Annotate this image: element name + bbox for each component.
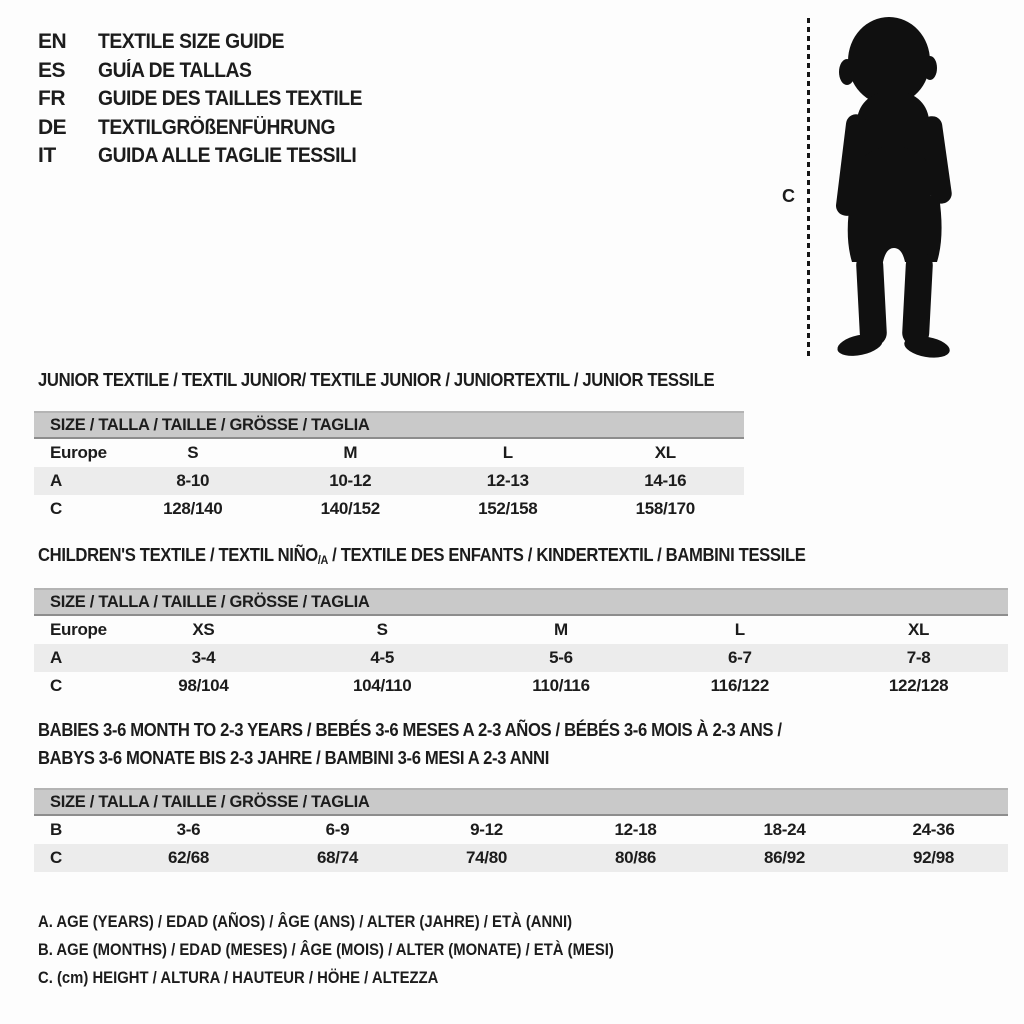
row-label: C (50, 499, 62, 518)
language-row-es (38, 57, 385, 86)
age-cell: 18-24 (763, 820, 806, 839)
size-cell: M (554, 620, 568, 639)
row-label: B (50, 820, 62, 839)
junior-section-heading-text: JUNIOR TEXTILE / TEXTIL JUNIOR/ TEXTILE JUNIOR / JUNIORTEXTIL / JUNIOR TESSILE (38, 369, 715, 390)
toddler-silhouette-icon (826, 14, 966, 360)
language-code: EN (38, 30, 67, 54)
height-cell: 86/92 (763, 848, 806, 867)
children-section-heading (38, 541, 891, 574)
language-code: ES (38, 58, 66, 82)
table-row-age (34, 644, 1008, 672)
legend-line-a (38, 908, 678, 936)
size-cell: XS (192, 620, 215, 639)
language-code: IT (38, 144, 56, 168)
height-cell: 68/74 (316, 848, 359, 867)
size-header-label: SIZE / TALLA / TAILLE / GRÖSSE / TAGLIA (50, 592, 370, 611)
language-code: DE (38, 115, 67, 139)
height-cell: 110/116 (532, 676, 590, 695)
table-row-height (34, 844, 1008, 872)
children-heading-subscript: /A (317, 553, 328, 567)
guide-title-es: GUÍA DE TALLAS (98, 58, 252, 82)
age-cell: 4-5 (370, 648, 395, 667)
table-row-age (34, 467, 744, 495)
size-cell: S (376, 620, 388, 639)
babies-section-heading (38, 716, 864, 772)
size-cell: L (734, 620, 745, 639)
guide-title-en: TEXTILE SIZE GUIDE (98, 30, 285, 54)
table-row-age-months (34, 816, 1008, 844)
row-label: A (50, 648, 62, 667)
language-row-de (38, 114, 385, 143)
row-label: Europe (50, 620, 107, 639)
size-header-label: SIZE / TALLA / TAILLE / GRÖSSE / TAGLIA (50, 792, 370, 811)
size-header-label: SIZE / TALLA / TAILLE / GRÖSSE / TAGLIA (50, 415, 370, 434)
legend-line-c-text: C. (cm) HEIGHT / ALTURA / HAUTEUR / HÖHE / ALTEZZA (38, 969, 439, 988)
junior-size-table (34, 411, 744, 523)
babies-heading-line1: BABIES 3-6 MONTH TO 2-3 YEARS / BEBÉS 3-6 MESES A 2-3 AÑOS / BÉBÉS 3-6 MOIS À 2-3 ANS / (38, 719, 782, 740)
size-header-band (34, 788, 1008, 816)
legend-line-c (38, 965, 678, 993)
guide-title-de: TEXTILGRÖßENFÜHRUNG (98, 115, 336, 139)
age-cell: 3-4 (191, 648, 216, 667)
language-title-block (38, 28, 385, 171)
legend-line-a-text: A. AGE (YEARS) / EDAD (AÑOS) / ÂGE (ANS) / ALTER (JAHRE) / ETÀ (ANNI) (38, 912, 573, 931)
age-cell: 9-12 (470, 820, 503, 839)
table-row-europe (34, 439, 744, 467)
height-dotted-line (807, 18, 810, 358)
guide-title-it: GUIDA ALLE TAGLIE TESSILI (98, 144, 357, 168)
language-row-fr (38, 85, 385, 114)
height-cell: 152/158 (478, 499, 538, 518)
row-label: C (50, 676, 62, 695)
age-cell: 3-6 (176, 820, 201, 839)
height-cell: 122/128 (888, 676, 949, 695)
table-row-height (34, 672, 1008, 700)
children-section-heading-text (38, 541, 806, 574)
size-header-band (34, 411, 744, 439)
measure-legend (38, 908, 678, 993)
height-measure-label: C (782, 186, 795, 206)
age-cell: 24-36 (912, 820, 955, 839)
height-cell: 98/104 (178, 676, 229, 695)
size-cell: XL (908, 620, 930, 639)
babies-heading-line2: BABYS 3-6 MONATE BIS 2-3 JAHRE / BAMBINI 3-6 MESI A 2-3 ANNI (38, 747, 549, 768)
language-row-en (38, 28, 385, 57)
babies-size-table (34, 788, 1008, 872)
age-cell: 7-8 (906, 648, 931, 667)
children-heading-pre: CHILDREN'S TEXTILE / TEXTIL NIÑO (38, 544, 318, 565)
age-cell: 6-9 (325, 820, 350, 839)
size-cell: XL (654, 443, 676, 462)
table-row-height (34, 495, 744, 523)
size-cell: S (187, 443, 199, 462)
row-label: A (50, 471, 62, 490)
height-cell: 62/68 (167, 848, 210, 867)
height-cell: 104/110 (352, 676, 412, 695)
legend-line-b (38, 936, 678, 964)
height-cell: 140/152 (320, 499, 380, 518)
row-label: Europe (50, 443, 107, 462)
height-cell: 116/122 (710, 676, 769, 695)
legend-line-b-text: B. AGE (MONTHS) / EDAD (MESES) / ÂGE (MOIS) / ALTER (MONATE) / ETÀ (MESI) (38, 940, 614, 959)
row-label: C (50, 848, 62, 867)
age-cell: 12-13 (486, 471, 529, 490)
height-cell: 80/86 (614, 848, 657, 867)
language-row-it (38, 142, 385, 171)
table-row-europe (34, 616, 1008, 644)
age-cell: 6-7 (727, 648, 752, 667)
age-cell: 12-18 (614, 820, 657, 839)
guide-title-fr: GUIDE DES TAILLES TEXTILE (98, 87, 363, 111)
size-header-band (34, 588, 1008, 616)
language-code: FR (38, 87, 65, 111)
size-cell: M (343, 443, 358, 462)
children-size-table (34, 588, 1008, 700)
size-cell: L (502, 443, 513, 462)
height-cell: 128/140 (163, 499, 223, 518)
children-heading-post: / TEXTILE DES ENFANTS / KINDERTEXTIL / BAMBINI TESSILE (327, 544, 806, 565)
height-cell: 92/98 (912, 848, 955, 867)
height-cell: 158/170 (635, 499, 695, 518)
age-cell: 8-10 (176, 471, 210, 490)
height-figure (770, 10, 985, 366)
age-cell: 14-16 (644, 471, 687, 490)
junior-section-heading (38, 366, 789, 394)
height-cell: 74/80 (465, 848, 508, 867)
age-cell: 10-12 (329, 471, 372, 490)
age-cell: 5-6 (549, 648, 573, 667)
